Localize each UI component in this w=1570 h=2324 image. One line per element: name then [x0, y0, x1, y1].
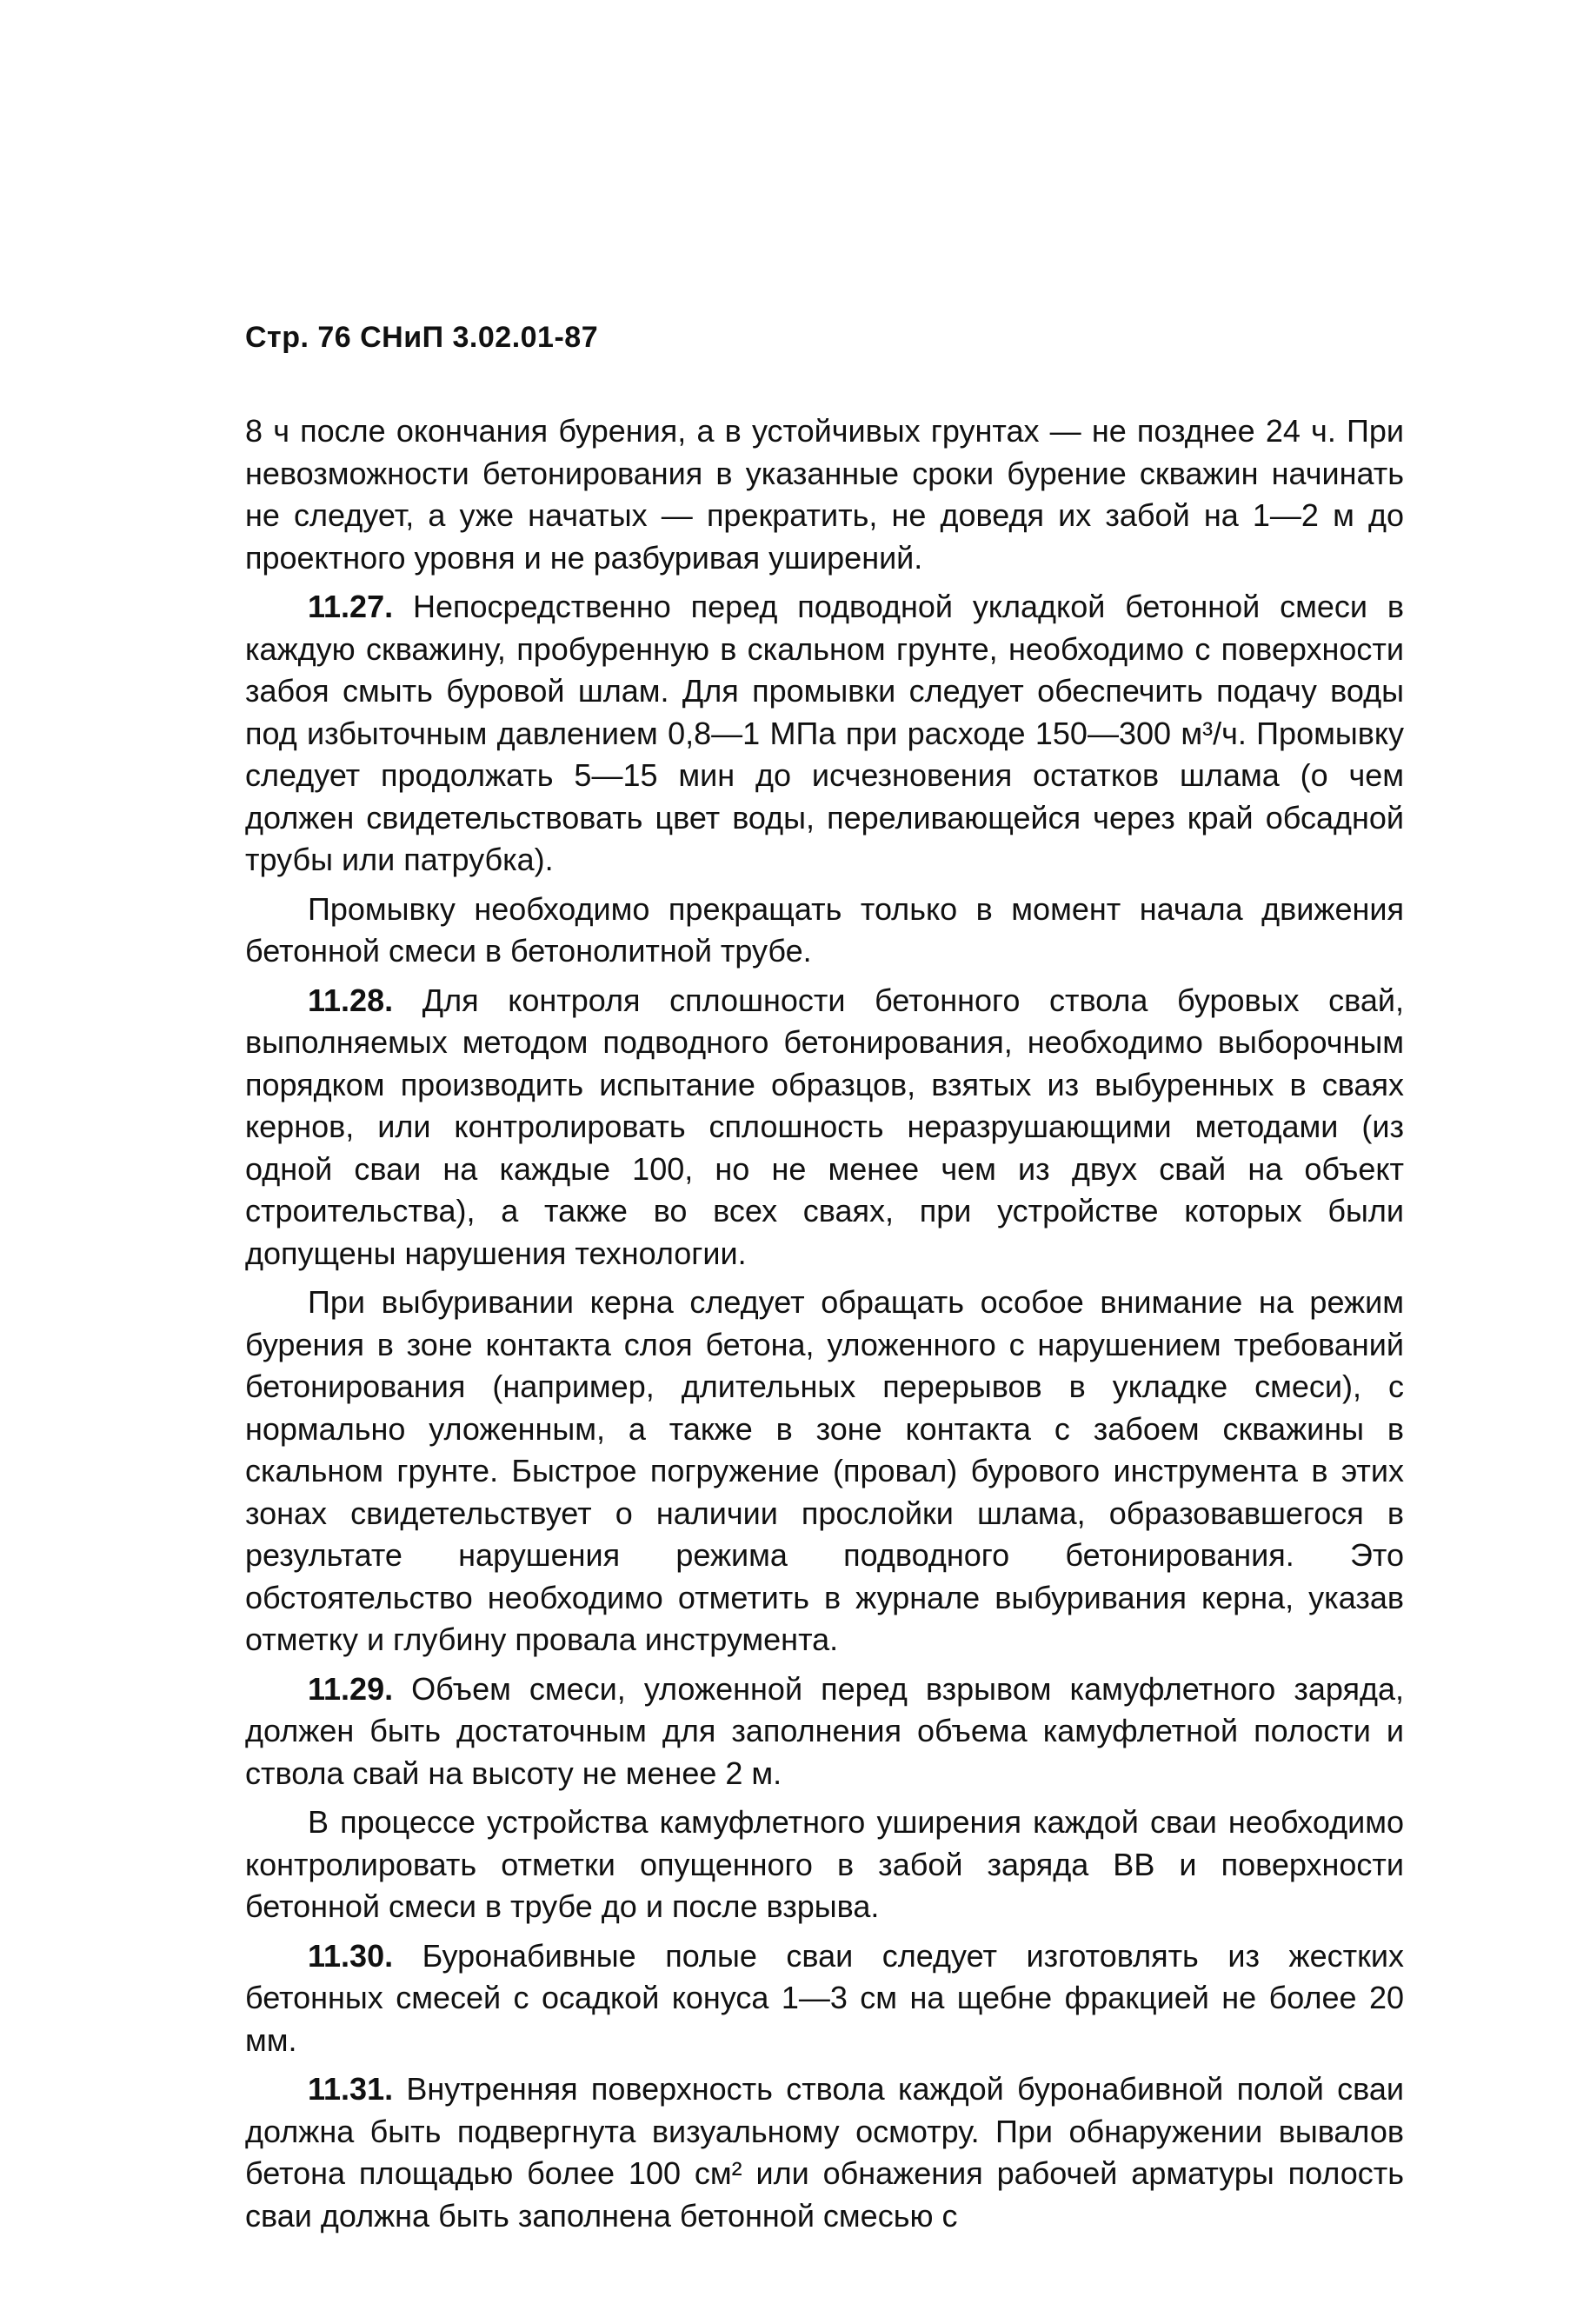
page-header: Стр. 76 СНиП 3.02.01-87 — [245, 321, 599, 354]
clause-number: 11.30. — [308, 1937, 394, 1974]
clause-number: 11.31. — [308, 2071, 394, 2107]
clause-11-27 — [245, 586, 1404, 882]
clause-number: 11.29. — [308, 1670, 394, 1707]
paragraph — [245, 889, 1404, 973]
paragraph-text: Буронабивные полые сваи следует изготовлять из жестких бетонных смесей с осадкой конуса 1—3 см на щебне фракцией не более 20 мм. — [245, 1937, 1404, 2058]
paragraph-text: В процессе устройства камуфлетного уширения каждой сваи необходимо контролировать отметки опущенного в забой заряда ВВ и поверхности бетонной смеси в трубе до и после взрыва. — [245, 1804, 1404, 1924]
clause-number: 11.27. — [308, 589, 394, 624]
clause-11-28 — [245, 980, 1404, 1275]
paragraph-text: Промывку необходимо прекращать только в момент начала движения бетонной смеси в бетонолитной трубе. — [245, 890, 1404, 969]
paragraph-text: Для контроля сплошности бетонного ствола буровых свай, выполняемых методом подводного бетонирования, необходимо выборочным порядком производить испытание образцов, взятых из выбуренных в сваях кернов, или контролировать сплошность неразрушающими методами (из одной сваи на каждые 100, но не менее чем из двух свай на объект строительства), а также во всех сваях, при устройстве которых были допущены нарушения технологии. — [245, 982, 1404, 1271]
clause-number: 11.28. — [308, 982, 394, 1018]
paragraph-text: Непосредственно перед подводной укладкой бетонной смеси в каждую скважину, пробуренную в скальном грунте, необходимо с поверхности забоя смыть буровой шлам. Для промывки следует обеспечить подачу воды под избыточным давлением 0,8—1 МПа при расходе 150—300 м³/ч. Промывку следует продолжать 5—15 мин до исчезновения остатков шлама (о чем должен свидетельствовать цвет воды, переливающейся через край обсадной трубы или патрубка). — [245, 589, 1404, 877]
clause-11-30 — [245, 1935, 1404, 2062]
paragraph — [245, 1282, 1404, 1661]
paragraph — [245, 1801, 1404, 1928]
paragraph-continuation — [245, 410, 1404, 579]
paragraph-text: Внутренняя поверхность ствола каждой буронабивной полой сваи должна быть подвергнута визуальному осмотру. При обнаружении вывалов бетона площадью более 100 см² или обнажения рабочей арматуры полость сваи должна быть заполнена бетонной смесью с — [245, 2071, 1404, 2234]
paragraph-text: При выбуривании керна следует обращать особое внимание на режим бурения в зоне контакта слоя бетона, уложенного с нарушением требований бетонирования (например, длительных перерывов в укладке смеси), с нормально уложенным, а также в зоне контакта с забоем скважины в скальном грунте. Быстрое погружение (провал) бурового инструмента в этих зонах свидетельствует о наличии прослойки шлама, образовавшегося в результате нарушения режима подводного бетонирования. Это обстоятельство необходимо отметить в журнале выбуривания керна, указав отметку и глубину провала инструмента. — [245, 1284, 1404, 1657]
document-page — [245, 320, 1404, 2244]
clause-11-31 — [245, 2068, 1404, 2237]
paragraph-text: Объем смеси, уложенной перед взрывом камуфлетного заряда, должен быть достаточным для заполнения объема камуфлетной полости и ствола свай на высоту не менее 2 м. — [245, 1670, 1404, 1791]
paragraph-text: 8 ч после окончания бурения, а в устойчивых грунтах — не позднее 24 ч. При невозможности бетонирования в указанные сроки бурение скважин начинать не следует, а уже начатых — прекратить, не доведя их забой на 1—2 м до проектного уровня и не разбуривая уширений. — [245, 413, 1404, 576]
clause-11-29 — [245, 1668, 1404, 1795]
